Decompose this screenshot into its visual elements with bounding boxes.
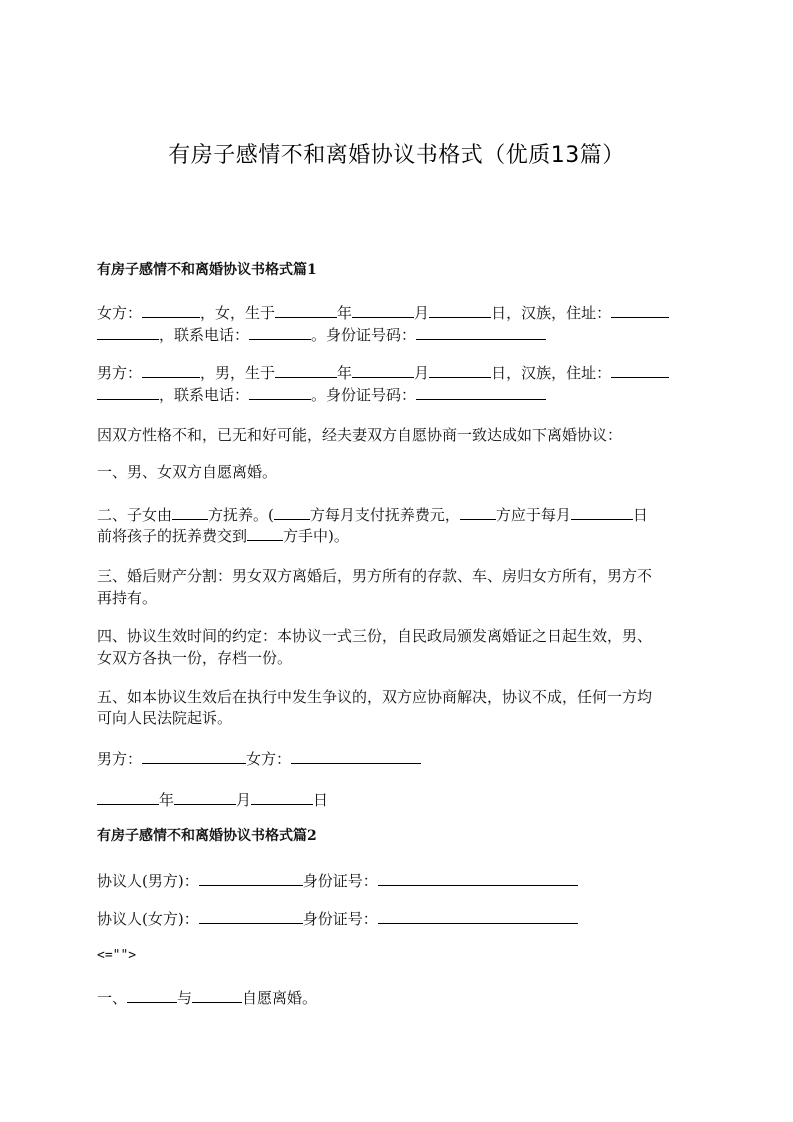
blank-field: [611, 362, 669, 378]
blank-field: [378, 908, 578, 924]
blank-field: [172, 504, 208, 520]
text: 身份证号：: [302, 872, 378, 890]
text: 日: [313, 791, 329, 809]
blank-field: [416, 324, 546, 340]
clause-2-line-1: [97, 504, 648, 525]
blank-field: [192, 987, 242, 1003]
text: 一、: [97, 989, 128, 1007]
text: 身份证号：: [302, 910, 378, 928]
text: 年: [159, 791, 175, 809]
text: 女方：: [246, 750, 292, 768]
blank-field: [127, 987, 177, 1003]
text: 日，汉族，住址：: [491, 364, 612, 382]
party-male-line: [97, 870, 578, 891]
text: 方手中)。: [283, 527, 349, 545]
clause-4-line-1: 四、协议生效时间的约定：本协议一式三份，自民政局颁发离婚证之日起生效，男、: [97, 627, 653, 645]
text: 男方：: [97, 750, 143, 768]
document-title: 有房子感情不和离婚协议书格式（优质13篇）: [168, 143, 625, 168]
blank-field: [174, 789, 236, 805]
blank-field: [199, 870, 303, 886]
text: 协议人(女方)：: [97, 910, 199, 928]
text: 日: [632, 506, 648, 524]
intro-paragraph: 因双方性格不和，已无和好可能，经夫妻双方自愿协商一致达成如下离婚协议：: [97, 426, 623, 444]
text: 协议人(男方)：: [97, 872, 199, 890]
clause-5-line-2: 可向人民法院起诉。: [97, 709, 233, 727]
blank-field: [291, 748, 421, 764]
blank-field: [251, 789, 313, 805]
blank-field: [274, 504, 310, 520]
text: 前将孩子的抚养费交到: [97, 527, 248, 545]
text: ，女，生于: [200, 304, 276, 322]
text: 女方：: [97, 304, 143, 322]
blank-field: [275, 302, 337, 318]
text: 月: [414, 304, 430, 322]
blank-field: [142, 748, 246, 764]
blank-field: [249, 324, 311, 340]
stray-markup-text: <="">: [97, 948, 137, 963]
blank-field: [352, 362, 414, 378]
text: 二、子女由: [97, 506, 173, 524]
text: ，联系电话：: [159, 386, 250, 404]
text: 月: [236, 791, 252, 809]
text: 方应于每月: [495, 506, 571, 524]
signature-line: [97, 748, 421, 769]
section-heading-1: 有房子感情不和离婚协议书格式篇1: [97, 262, 317, 278]
male-party-line-2: [97, 384, 546, 405]
blank-field: [199, 908, 303, 924]
section2-clause-1: [97, 987, 317, 1008]
male-party-line-1: [97, 362, 669, 383]
date-line: [97, 789, 328, 810]
clause-5-line-1: 五、如本协议生效后在执行中发生争议的，双方应协商解决，协议不成，任何一方均: [97, 688, 653, 706]
clause-3-line-2: 再持有。: [97, 589, 158, 607]
text: 月: [414, 364, 430, 382]
female-party-line-1: [97, 302, 669, 323]
blank-field: [247, 525, 283, 541]
female-party-line-2: [97, 324, 546, 345]
clause-2-line-2: [97, 525, 349, 546]
section-heading-2: 有房子感情不和离婚协议书格式篇2: [97, 828, 317, 844]
blank-field: [571, 504, 633, 520]
blank-field: [97, 384, 159, 400]
text: 日，汉族，住址：: [491, 304, 612, 322]
blank-field: [97, 324, 159, 340]
blank-field: [429, 362, 491, 378]
text: ，男，生于: [200, 364, 276, 382]
blank-field: [429, 302, 491, 318]
blank-field: [416, 384, 546, 400]
clause-4-line-2: 女双方各执一份，存档一份。: [97, 649, 293, 667]
text: 方抚养。(: [208, 506, 274, 524]
blank-field: [249, 384, 311, 400]
text: 。身份证号码：: [311, 326, 417, 344]
blank-field: [142, 362, 200, 378]
blank-field: [275, 362, 337, 378]
text: 。身份证号码：: [311, 386, 417, 404]
blank-field: [352, 302, 414, 318]
clause-1: 一、男、女双方自愿离婚。: [97, 463, 278, 481]
text: 与: [177, 989, 193, 1007]
blank-field: [97, 789, 159, 805]
blank-field: [460, 504, 496, 520]
blank-field: [142, 302, 200, 318]
clause-3-line-1: 三、婚后财产分割：男女双方离婚后，男方所有的存款、车、房归女方所有，男方不: [97, 567, 653, 585]
text: ，联系电话：: [159, 326, 250, 344]
party-female-line: [97, 908, 578, 929]
text: 年: [337, 304, 353, 322]
blank-field: [611, 302, 669, 318]
text: 自愿离婚。: [242, 989, 318, 1007]
blank-field: [378, 870, 578, 886]
text: 男方：: [97, 364, 143, 382]
text: 年: [337, 364, 353, 382]
text: 方每月支付抚养费元，: [309, 506, 460, 524]
